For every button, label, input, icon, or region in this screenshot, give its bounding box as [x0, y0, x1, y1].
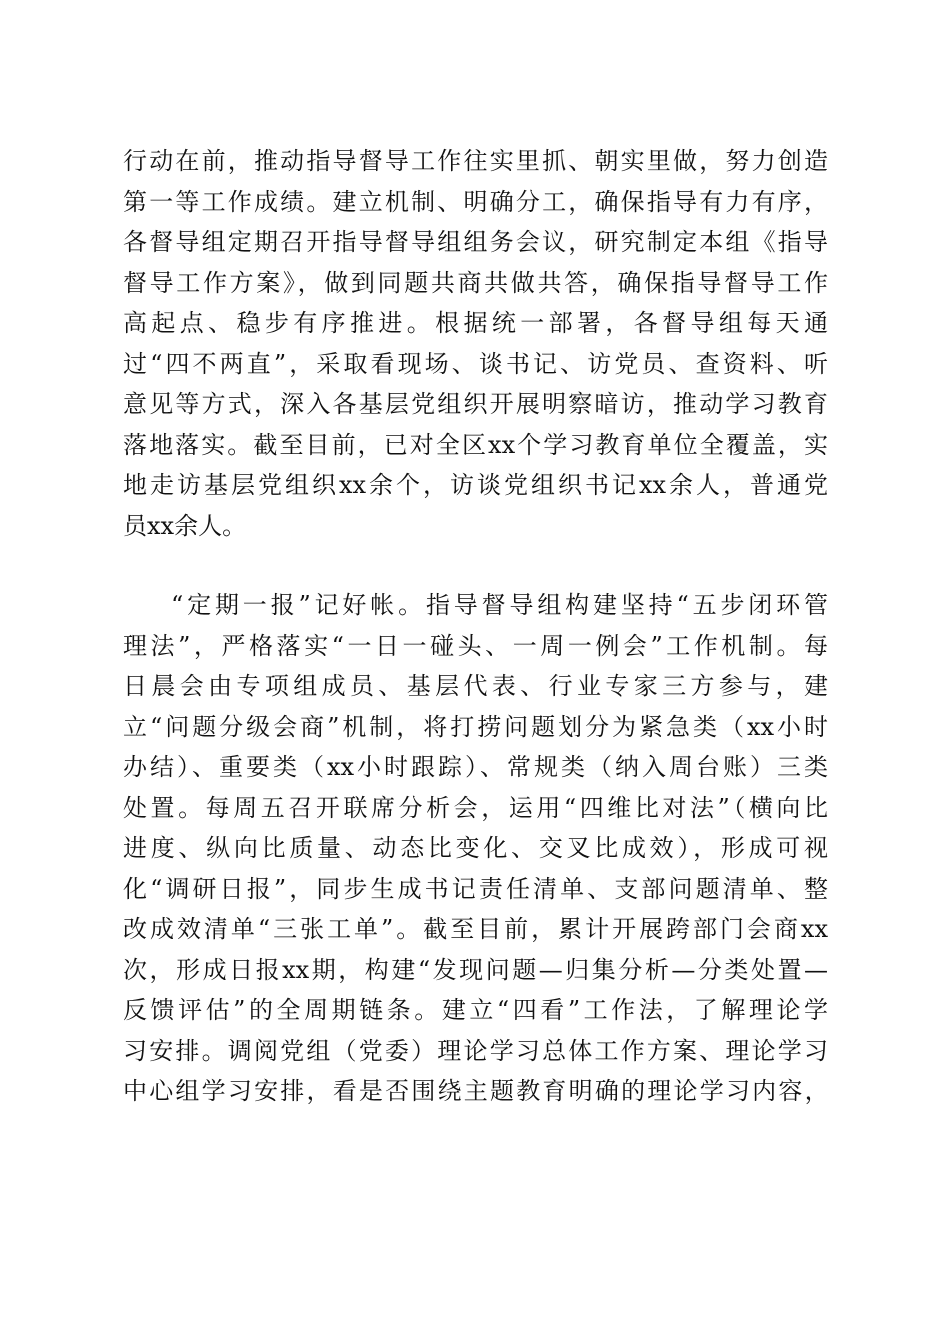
paragraph-2-line: 反馈评估”的全周期链条。建立“四看”工作法，了解理论学: [123, 996, 828, 1024]
paragraph-2-line: 进度、纵向比质量、动态比变化、交叉比成效），形成可视: [123, 834, 828, 862]
paragraph-2-line: 化“调研日报”，同步生成书记责任清单、支部问题清单、整: [123, 874, 828, 903]
paragraph-1: [123, 141, 828, 546]
paragraph-2-line: 处置。每周五召开联席分析会，运用“四维比对法”（横向比: [123, 793, 828, 822]
paragraph-1-line: 落地落实。截至目前，已对全区xx个学习教育单位全覆盖，实: [123, 430, 828, 459]
paragraph-1-line: 各督导组定期召开指导督导组组务会议，研究制定本组《指导: [123, 228, 828, 256]
paragraph-2-line: 日晨会由专项组成员、基层代表、行业专家三方参与，建: [123, 672, 828, 700]
paragraph-2-line: 改成效清单“三张工单”。截至目前，累计开展跨部门会商xx: [123, 915, 828, 943]
paragraph-1-line: 督导工作方案》，做到同题共商共做共答，确保指导督导工作: [123, 268, 828, 297]
paragraph-2-line: “定期一报”记好帐。指导督导组构建坚持“五步闭环管: [171, 591, 828, 619]
paragraph-2-line: 次，形成日报xx期，构建“发现问题—归集分析—分类处置—: [123, 955, 828, 984]
paragraph-2: [123, 585, 828, 1112]
paragraph-1-line: 高起点、稳步有序推进。根据统一部署，各督导组每天通: [123, 309, 828, 337]
paragraph-2-line: 理法”，严格落实“一日一碰头、一周一例会”工作机制。每: [123, 631, 828, 660]
paragraph-2-line: 立“问题分级会商”机制，将打捞问题划分为紧急类（xx小时: [123, 712, 828, 741]
paragraph-2-line: 习安排。调阅党组（党委）理论学习总体工作方案、理论学习: [123, 1036, 828, 1065]
paragraph-1-line: 过“四不两直”，采取看现场、谈书记、访党员、查资料、听: [123, 349, 828, 378]
paragraph-1-line: 地走访基层党组织xx余个，访谈党组织书记xx余人，普通党: [123, 471, 828, 499]
paragraph-1-line: 员xx余人。: [123, 511, 247, 540]
paragraph-1-line: 行动在前，推动指导督导工作往实里抓、朝实里做，努力创造: [123, 147, 828, 175]
paragraph-2-line: 中心组学习安排，看是否围绕主题教育明确的理论学习内容，: [123, 1077, 828, 1105]
paragraph-2-line: 办结）、重要类（xx小时跟踪）、常规类（纳入周台账）三类: [123, 753, 828, 781]
paragraph-1-line: 意见等方式，深入各基层党组织开展明察暗访，推动学习教育: [123, 390, 828, 418]
paragraph-1-line: 第一等工作成绩。建立机制、明确分工，确保指导有力有序，: [123, 187, 828, 216]
